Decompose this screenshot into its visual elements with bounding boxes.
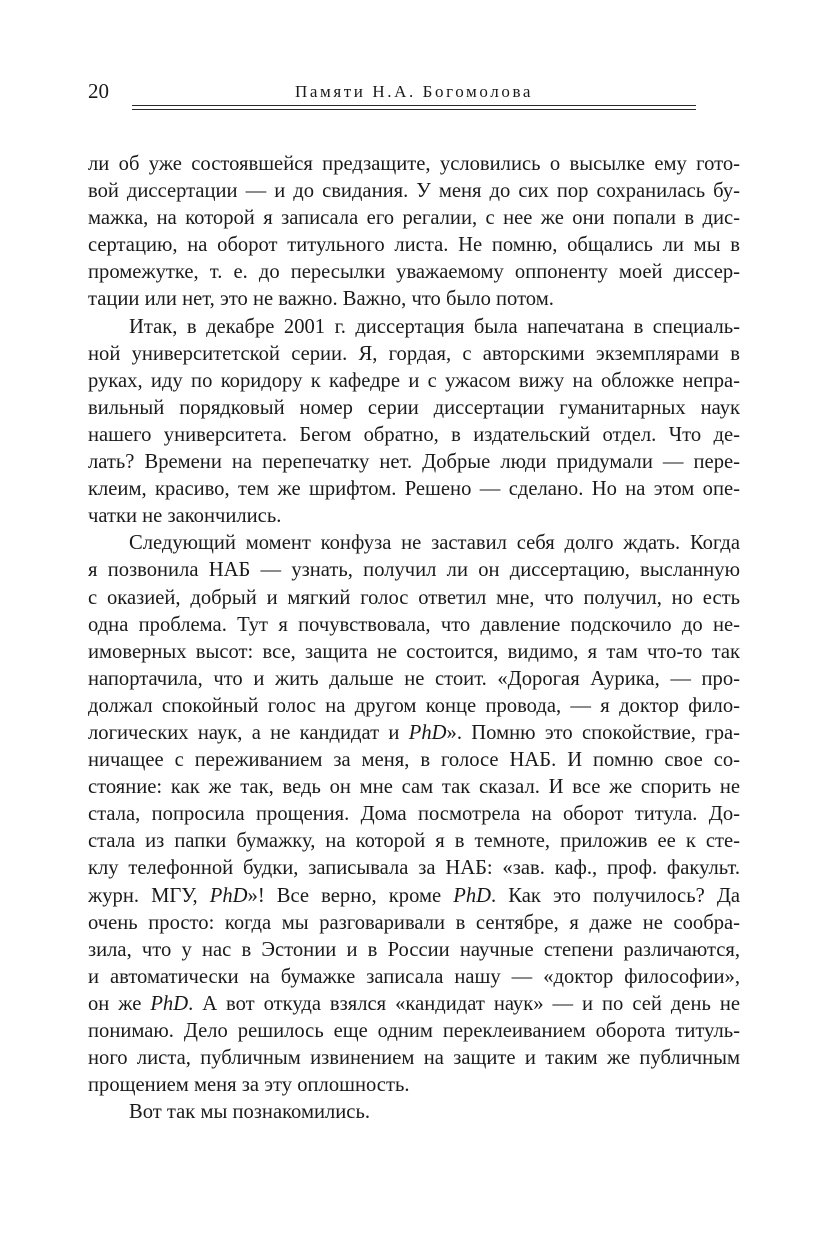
text-line: имоверных высот: все, защита не состоится, видимо, я там что-то так xyxy=(88,640,740,663)
text-line: ной университетской серии. Я, гордая, с авторскими экземплярами в xyxy=(88,342,740,365)
text-line: журн. МГУ, PhD»! Все верно, кроме PhD. Как это получилось? Да xyxy=(88,884,740,907)
text-line: я позвонила НАБ — узнать, получил ли он диссертацию, высланную xyxy=(88,559,740,582)
text-line: тации или нет, это не важно. Важно, что было потом. xyxy=(88,288,554,311)
text-line: руках, иду по коридору к кафедре и с ужасом вижу на обложке непра- xyxy=(88,369,740,392)
text-line: с оказией, добрый и мягкий голос ответил мне, что получил, но есть xyxy=(88,586,740,609)
text-line: Вот так мы познакомились. xyxy=(129,1101,370,1124)
text-line: логических наук, а не кандидат и PhD». Помню это спокойствие, гра- xyxy=(88,721,740,744)
italic-term: PhD xyxy=(209,884,248,907)
text-line: чатки не закончились. xyxy=(88,505,282,528)
header-rule-top xyxy=(132,105,696,106)
text-line: мажка, на которой я записала его регалии, с нее же они попали в дис- xyxy=(88,207,740,230)
text-line: сертацию, на оборот титульного листа. Не помню, общались ли мы в xyxy=(88,234,740,257)
text-line: промежутке, т. е. до пересылки уважаемому оппоненту моей диссер- xyxy=(88,261,740,284)
text-line: очень просто: когда мы разговаривали в сентябре, я даже не сообра- xyxy=(88,911,740,934)
text-line: Итак, в декабре 2001 г. диссертация была напечатана в специаль- xyxy=(129,315,740,338)
text-line: клу телефонной будки, записывала за НАБ: «зав. каф., проф. факульт. xyxy=(88,857,740,880)
text-line: и автоматически на бумажке записала нашу — «доктор философии», xyxy=(88,965,740,988)
text-line: ничащее с переживанием за меня, в голосе НАБ. И помню свое со- xyxy=(88,749,740,772)
text-line: стала, попросила прощения. Дома посмотрела на оборот титула. До- xyxy=(88,803,740,826)
text-line: зила, что у нас в Эстонии и в России научные степени различаются, xyxy=(88,938,740,961)
page-number: 20 xyxy=(88,79,109,103)
text-line: прощением меня за эту оплошность. xyxy=(88,1074,410,1097)
italic-term: PhD xyxy=(150,992,189,1015)
page-header xyxy=(88,77,696,113)
header-rule-bottom xyxy=(132,109,696,110)
italic-term: PhD xyxy=(453,884,492,907)
body-text xyxy=(88,151,740,1126)
running-title: Памяти Н.А. Богомолова xyxy=(294,82,534,101)
text-line: нашего университета. Бегом обратно, в издательский отдел. Что де- xyxy=(88,423,740,446)
text-line: он же PhD. А вот откуда взялся «кандидат наук» — и по сей день не xyxy=(88,992,740,1015)
text-line: одна проблема. Тут я почувствовала, что давление подскочило до не- xyxy=(88,613,740,636)
text-line: вой диссертации — и до свидания. У меня до сих пор сохранилась бу- xyxy=(88,180,740,203)
text-line: ного листа, публичным извинением на защите и таким же публичным xyxy=(88,1047,740,1070)
text-line: стала из папки бумажку, на которой я в темноте, приложив ее к сте- xyxy=(88,830,740,853)
text-line: вильный порядковый номер серии диссертации гуманитарных наук xyxy=(88,396,740,419)
text-line: ли об уже состоявшейся предзащите, условились о высылке ему гото- xyxy=(88,153,740,175)
text-line: понимаю. Дело решилось еще одним переклеиванием оборота титуль- xyxy=(88,1020,740,1042)
text-line: лать? Времени на перепечатку нет. Добрые люди придумали — пере- xyxy=(88,451,740,474)
text-line: Следующий момент конфуза не заставил себя долго ждать. Когда xyxy=(129,532,740,555)
text-line: напортачила, что и жить дальше не стоит. «Дорогая Аурика, — про- xyxy=(88,667,740,690)
italic-term: PhD xyxy=(408,721,447,744)
text-line: должал спокойный голос на другом конце провода, — я доктор фило- xyxy=(88,694,740,717)
text-line: клеим, красиво, тем же шрифтом. Решено — сделано. Но на этом опе- xyxy=(88,478,740,501)
text-line: стояние: как же так, ведь он мне сам так сказал. И все же спорить не xyxy=(88,776,740,799)
